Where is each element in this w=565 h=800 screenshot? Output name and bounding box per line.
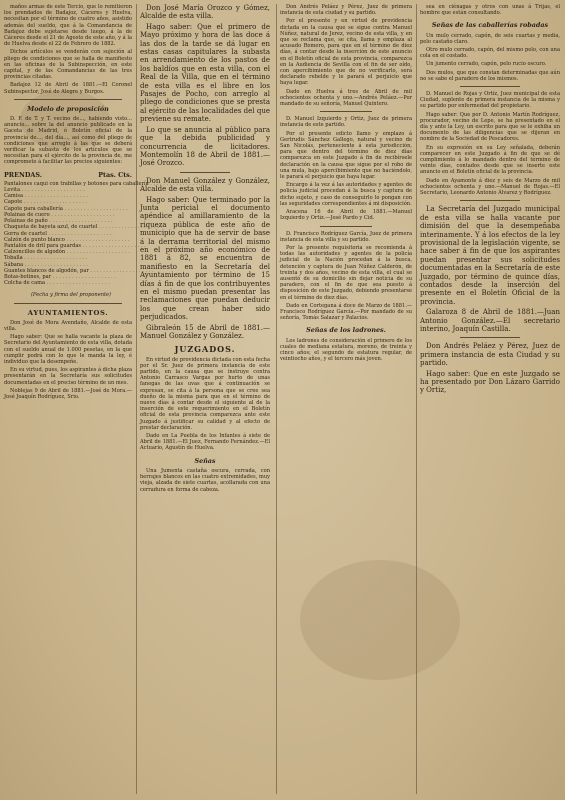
paragraph: Por el presente y en virtud de providencia dictada en la causa que se sigue contra Manuel Núñez, natural de Jerez, vecino de esta villa, y en que se reclama que, se cita, llama y emplaza al acusado Romero, para que en el término de diez días, á contar desde la inserción de este anuncio en el Boletín oficial de esta provincia, comparezca en la Audiencia de Sevilla con el fin de ser oído, con apercibimiento que de no verificarlo, será declarado rebelde y le parará el perjuicio que haya lugar.: [280, 18, 412, 87]
date-line: Badajoz 12 de Abril de 1881.—El Coronel Subinspector, José de Alegre y Burgos.: [4, 82, 132, 95]
paragraph: D. Francisco Rodríguez García, Juez de primera instancia de esta villa y su partido.: [280, 230, 412, 243]
separator: [14, 303, 122, 304]
paragraph: maños armas de este Tercio, que lo remitieron los prendados de Badajoz, Cáceres y Huelva, necesitan por el término de cuatro años, asistido además del sueldo, que á la Comandancia de Badajoz debe sujetarse desde luego, á la de Cáceres desde el 21 de Agosto de este año, y á la de Huelva desde el 22 de Febrero de 1882.: [4, 4, 132, 48]
date-line: Galaroza 8 de Abril de 1881.—Juan Antonio González.—El secretario interino, Joaquín Castilla.: [420, 308, 560, 333]
prenda-label: Sábana . . .: [4, 262, 118, 268]
prendas-price-label: Ptas. Cts.: [98, 170, 132, 179]
column-rule: [416, 4, 417, 794]
prenda-label: Calzoncillos de algodón . . .: [4, 249, 130, 255]
paragraph: En su expresión en su Ley señalada, deberán comparecer en este Juzgado á fin de que se dé cumplimiento á lo mandado dentro del término de veinte días, contados desde que se inserte este anuncio en el Boletín oficial de la provincia.: [420, 144, 560, 176]
paragraph: D. Manuel Izquierdo y Ortiz, Juez de primera instancia de este partido.: [280, 116, 412, 129]
prenda-label: Gorra de cuartel . . .: [4, 231, 118, 237]
paragraph: Hago saber: Que el primero de Mayo próximo y hora de las doce á las dos de la tarde se dá lugar en estas casas capitulares la subasta en arrendamiento de los pastos de los baldíos que en esta villa, con el Real de la Villa, que en el término de esta villa es el libre en los Pasajes de Pocho, con arreglo al pliego de condiciones que se presta al ejército de las localidades del que previene su remate.: [140, 22, 270, 124]
prendas-header: [4, 172, 132, 178]
prenda-label: Colcha de cama . . .: [4, 280, 118, 286]
prenda-label: Botas-botines, par . . .: [4, 274, 118, 280]
prenda-price: [118, 280, 132, 286]
column-3: [280, 4, 412, 796]
paragraph: Don Andrés Peláez y Pérez, Juez de primera instancia de esta Ciudad y su partido.: [420, 342, 560, 368]
separator: [460, 200, 520, 201]
section-title: JUZGADOS.: [174, 344, 236, 355]
list-item: Otro mulo cerrado, capón, del mismo pelo, con una cola en el costado.: [420, 47, 560, 60]
column-2: [140, 4, 270, 796]
paragraph: Don José de Mora Avendaño, Alcalde de esta villa.: [4, 319, 132, 332]
paragraph: En virtud de providencia dictada con esta fecha por el Sr. Juez de primera instancia de este partido, en la causa que se instruye contra Antonio Carrasco Vargas por hurto de unas fanegas de las uvas que á continuación se expresan, se cita á la persona que se cree sea dueño de la misma para que en el término de nueve días á contar desde el siguiente al de la inserción de este requerimiento en el Boletín oficial de esta provincia comparezca ante este Juzgado á justificar su calidad y al efecto de prestar declaración.: [140, 356, 270, 431]
prenda-label: Pantalón de dril para guardas . . .: [4, 243, 146, 249]
prendas-label: PRENDAS.: [4, 170, 42, 179]
date-line: Dado en Ayamonte á diez y seis de Marzo de mil ochocientos ochenta y uno.—Manuel de Rojas.—El Secretario, Leonardo Antonio Álvarez y Rodríguez.: [420, 177, 560, 197]
paragraph: Hago saber: Que por D. Antonio Martín Rodríguez, procurador, vecino de Lepe, se ha presentado en el día y ante la Ley, un escrito para que se le exhiba un documento de las diligencias que se dijeran en nombre de la Sociedad de Pescadores.: [420, 111, 560, 143]
paragraph: Hago saber: Que se halla vacante la plaza de Secretario del Ayuntamiento de esta villa, dotada con el sueldo anual de 1.000 pesetas, en la que cumplir podrá con lo que le manda la ley, é individuo que la desempeñe.: [4, 334, 132, 365]
prenda-label: Guantes blancos de algodón, par . . .: [4, 268, 154, 274]
paragraph: Don Andrés Peláez y Pérez, Juez de primera instancia de esta ciudad y su partido.: [280, 4, 412, 17]
prenda-label: Toballa . . .: [4, 255, 118, 261]
prenda-label: Pantalones caqui con trabillas y botones para caballería . . .: [4, 181, 213, 187]
date-line: Gibraleón 15 de Abril de 1881.—Manuel González y González.: [140, 323, 270, 341]
paragraph: Encargo á la vez á las autoridades y agentes de policía judicial procedan á la busca y captura de dicho sujeto, y caso de conseguirlo lo pongan con las seguridades correspondientes á mi disposición.: [280, 182, 412, 207]
paragraph: En su virtud, pues, los aspirantes á dicha plaza presentarán en la Secretaría sus solicitudes documentadas en el preciso término de un mes.: [4, 367, 132, 386]
paragraph: Don Manuel González y González, Alcalde de esta villa.: [140, 176, 270, 194]
prenda-label: Capote . . .: [4, 199, 118, 205]
prenda-label: Capote para caballería . . .: [4, 206, 128, 212]
section-title: Señas de las caballerías robadas: [431, 21, 549, 30]
separator: [460, 337, 520, 338]
paragraph: Una Jumenta castaña oscura, cerrada, con herrajes blancos en las cuatro extremidades, muy vieja, alzada de siete cuartas, acollarada con una cerradura en forma de cabeza.: [140, 467, 270, 493]
prenda-label: Camisa . . .: [4, 193, 118, 199]
paragraph: Hago saber: Que terminado por la Junta pericial el documento apéndice al amillaramiento de la riqueza pública de este año de municipio que ha de servir de base á la derrama territorial del mismo en el próximo año económico de 1881 á 82, se encuentra de manifiesto en la Secretaría del Ayuntamiento por término de 15 días á fin de que los contribuyentes en el mismo puedan presentar las reclamaciones que puedan deducir los que crean haber sido perjudicados.: [140, 195, 270, 322]
paragraph: Los ladrones de consideración el primero de los cuales de mediana estatura, moreno, de treinta y cinco años; el segundo de estatura regular, de veintiocho años, y el tercero más joven.: [280, 337, 412, 363]
stolen-animals-list: [420, 33, 560, 82]
sign-note: (Fecha y firma del proponente): [30, 292, 112, 299]
date-line: Noblejas 9 de Abril de 1881.—José de Mora.—José Joaquín Rodríguez, Srio.: [4, 387, 132, 400]
separator: [460, 86, 520, 87]
paragraph: Don José María Orozco y Gómez, Alcalde de esta villa.: [140, 4, 270, 21]
prenda-label: Chaqueta de bayeta azul, de cuartel . . .: [4, 224, 162, 230]
paragraph: Dichos artículos se venderán con sujeción al pliego de condiciones que se halla de manifiesto en las oficinas de la Subinspección, en este capital, y de las Comandancias de las tres provincias citadas.: [4, 49, 132, 81]
prenda-row: [4, 280, 132, 286]
paragraph: Por el presente edicto llamo y emplazo á Gertrudis Sánchez Gallego, natural y vecino de San Nicolás, perteneciente á esta jurisdicción, para que dentro del término de diez días comparezca en este Juzgado á fin de recibírsele declaración en la causa que sigue por el robo de una mula, bajo apercibimiento que no haciéndolo, le parará el perjuicio que haya lugar.: [280, 130, 412, 181]
date-line: Dado en Huelva á tres de Abril de mil ochocientos ochenta y uno.—Andrés Peláez.—Por mandado de su señoría, Manuel Quintero.: [280, 88, 412, 108]
separator: [14, 99, 122, 100]
column-rule: [136, 4, 137, 794]
column-4: [420, 4, 560, 796]
section-title: Señas: [194, 456, 216, 465]
paragraph: Hago saber: Que en este Juzgado se ha presentado por Don Lázaro Garrido y Ortiz,: [420, 369, 560, 395]
prenda-label: Polainas de paño . . .: [4, 218, 118, 224]
date-line: Dado en La Puebla de los Infantes á siete de Abril de 1881.—El Juez, Fernando Fernández.—El Actuario, Agustín de Huelva.: [140, 433, 270, 452]
prenda-label: Polainas de cuero . . .: [4, 212, 118, 218]
date-line: Dado en Cortegana á doce de Marzo de 1881.—Francisco Rodríguez García.—Por mandado de su señoría, Tomás Salazar y Palacios.: [280, 302, 412, 322]
paragraph: La Secretaría del Juzgado municipal de esta villa se halla vacante por dimisión del que la desempeñaba interinamente. Y á los efectos de la ley provisional de la legislación vigente, se hace saber á fin de que los aspirantes puedan presentar sus solicitudes documentadas en la Secretaría de este Juzgado, por término de quince días, contados desde la inserción del presente en el Boletín Oficial de la provincia.: [420, 205, 560, 306]
prenda-label: Calzón de punto blanco . . .: [4, 237, 130, 243]
column-1: [4, 4, 149, 796]
prenda-label: Levita . . .: [4, 187, 118, 193]
list-item: Un jumento cerrado, capón, pelo rucio oscuro.: [426, 61, 547, 68]
paragraph: Lo que se anuncia al público para que la debida publicidad y concurrencia de licitadores. Montemolín 18 de Abril de 1881.—José Orozco.: [140, 125, 270, 168]
section-title: AYUNTAMIENTOS.: [27, 308, 109, 317]
paragraph: D. F. de T. y T. vecino de..., habiendo visto... anuncio... sobre la del anuncio publicado en la Gaceta de Madrid, ó Boletín oficial de la provincia de..., del día..., así como del pliego de condiciones que arreglo á las que se deberá verificar la subasta de los artículos que se necesitan para el ejército de la provincia de, me comprometo á facilitar las precios siguientes:: [4, 116, 132, 166]
paragraph: D. Manuel de Rojas y Ortiz, Juez municipal de esta Ciudad, suplente de primera instancia de la misma y su partido por enfermedad del propietario.: [420, 91, 560, 110]
column-rule: [276, 4, 277, 794]
section-title: Señas de los ladrones.: [306, 326, 386, 335]
paragraph: sea en ciénagas y otros con unas á Trijas, el hombre que están consultando.: [420, 4, 560, 17]
separator: [180, 172, 230, 173]
paragraph: Por la presente requisitoria se recomienda á todas las autoridades y agentes de la policía judicial de la Nación procedan á la busca, detención y captura de Juan Núñez Calderón, de treinta y dos años, vecino de esta villa, el cual se ausentó de su domicilio sin dejar noticia de su paradero, con el fin de que sea puesto á disposición de este Juzgado, debiendo presentarse en el término de diez días.: [280, 244, 412, 301]
prendas-list: [4, 180, 149, 287]
separator: [320, 226, 372, 227]
list-item: Dos mulos, que que constan determinadas que aún no se sabe el paradero de los mismos.: [420, 69, 560, 82]
section-title: Modelo de proposición: [27, 104, 109, 113]
separator: [320, 111, 372, 112]
list-item: Un mulo cerrado, capón, de seis cuartas y media, pelo castaño claro.: [420, 32, 560, 45]
date-line: Aracena 16 de Abril de 1881.—Manuel Izquierdo y Ortiz.—José Pardo y Cid.: [280, 209, 412, 222]
